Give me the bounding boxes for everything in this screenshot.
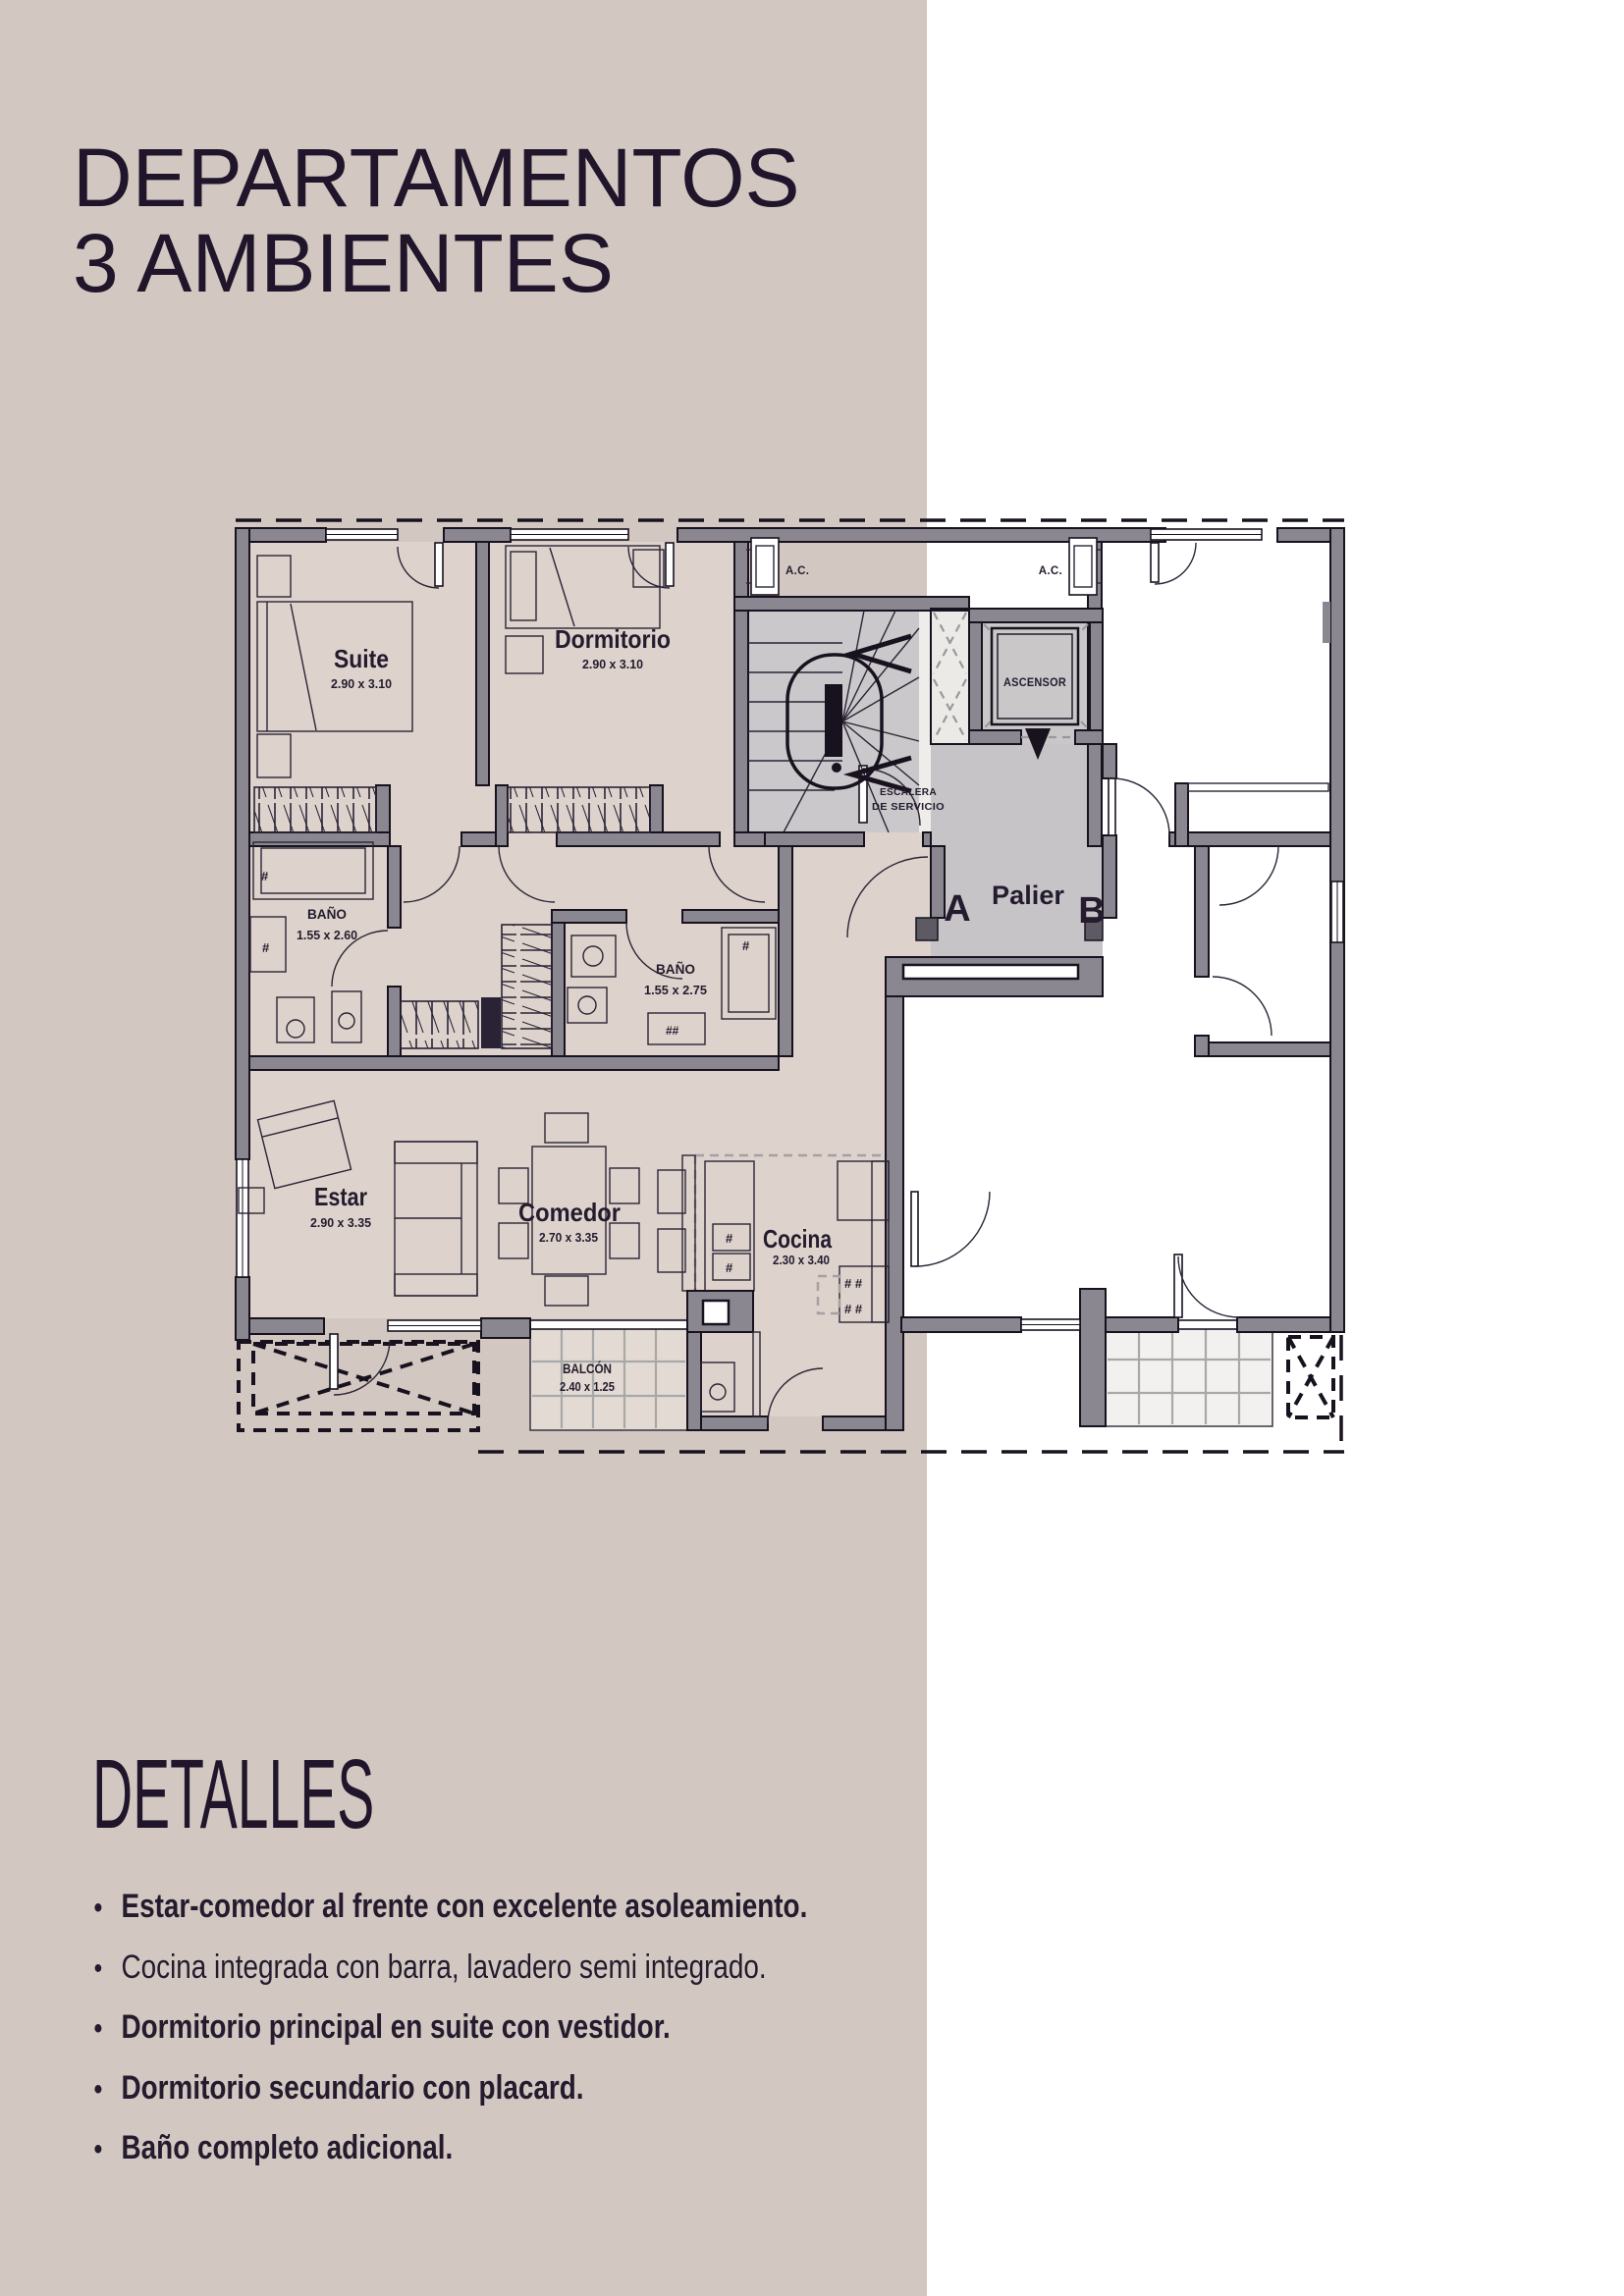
dormitorio-label: Dormitorio xyxy=(555,624,671,654)
svg-text:#: # xyxy=(726,1260,733,1275)
detail-bullet-5: • Baño completo adicional. xyxy=(92,2118,807,2179)
ac-label-left: A.C. xyxy=(785,565,810,577)
svg-text:##: ## xyxy=(666,1024,679,1038)
svg-text:#: # xyxy=(742,938,750,953)
balcon-dims: 2.40 x 1.25 xyxy=(560,1379,615,1394)
svg-text:# #: # # xyxy=(844,1276,863,1291)
page-title-line2: 3 AMBIENTES xyxy=(73,217,614,309)
planter-dashed-right xyxy=(1288,1337,1333,1417)
detail-bullet-4: • Dormitorio secundario con placard. xyxy=(92,2058,807,2119)
detail-bullet-3: • Dormitorio principal en suite con vestidor. xyxy=(92,1998,807,2058)
cocina-label: Cocina xyxy=(763,1224,833,1254)
comedor-label: Comedor xyxy=(518,1198,621,1227)
svg-text:# #: # # xyxy=(844,1302,863,1316)
details-list xyxy=(92,1877,964,2179)
palier-label: Palier xyxy=(992,881,1065,910)
balcony-unit-b xyxy=(1106,1320,1272,1426)
detail-bullet-1: • Estar-comedor al frente con excelente asoleamiento. xyxy=(92,1877,807,1938)
bano2-dims: 1.55 x 2.75 xyxy=(644,983,707,997)
ac-label-right: A.C. xyxy=(1038,565,1062,577)
svg-text:#: # xyxy=(726,1231,733,1246)
escalera-label-line1: ESCALERA xyxy=(880,786,938,798)
suite-dims: 2.90 x 3.10 xyxy=(331,676,392,691)
page-title-line1: DEPARTAMENTOS xyxy=(73,132,800,224)
suite-label: Suite xyxy=(334,644,389,673)
bano1-dims: 1.55 x 2.60 xyxy=(297,928,357,942)
svg-text:#: # xyxy=(261,869,269,883)
comedor-dims: 2.70 x 3.35 xyxy=(539,1230,598,1245)
detail-bullet-2: • Cocina integrada con barra, lavadero semi integrado. xyxy=(92,1938,807,1999)
unit-b-marker: B xyxy=(1078,890,1106,932)
details-heading: DETALLES xyxy=(92,1739,375,1849)
planter-dashed-left xyxy=(239,1342,478,1430)
cocina-dims: 2.30 x 3.40 xyxy=(773,1253,830,1267)
svg-text:#: # xyxy=(262,940,270,955)
escalera-label-line2: DE SERVICIO xyxy=(872,801,945,813)
bano1-label: BAÑO xyxy=(307,906,349,922)
ac-unit-right xyxy=(1069,538,1102,595)
estar-label: Estar xyxy=(314,1182,367,1211)
bano2-label: BAÑO xyxy=(656,961,697,977)
ac-unit-left xyxy=(746,538,779,595)
unit-a-marker: A xyxy=(944,888,971,930)
dormitorio-dims: 2.90 x 3.10 xyxy=(582,657,643,671)
balcon-label: BALCÓN xyxy=(563,1361,622,1376)
ascensor-label: ASCENSOR xyxy=(1003,677,1067,689)
estar-dims: 2.90 x 3.35 xyxy=(310,1215,371,1230)
